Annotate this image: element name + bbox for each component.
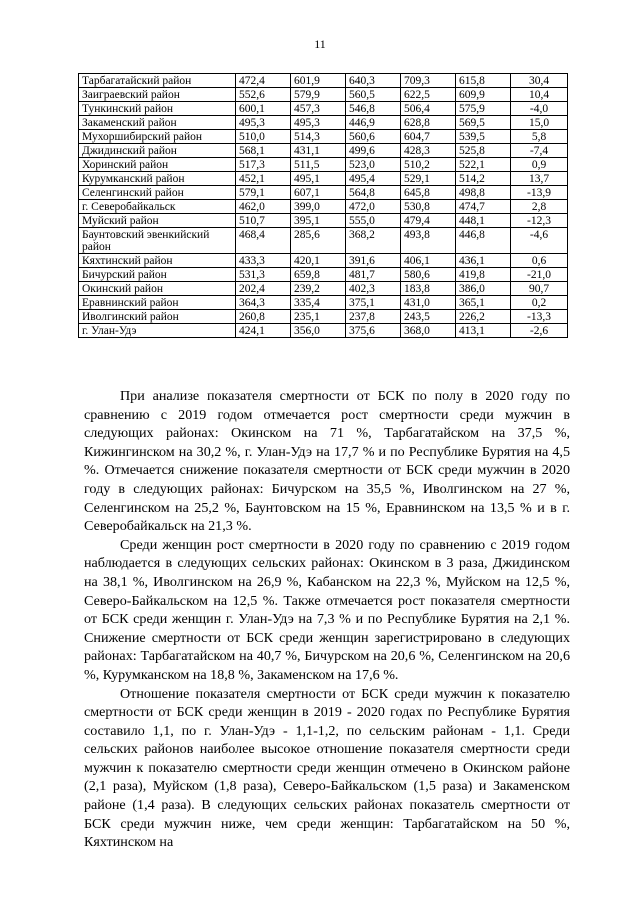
region-cell: г. Северобайкальск: [79, 200, 236, 214]
change-cell: 30,4: [511, 74, 568, 88]
rate-cell: 479,4: [401, 214, 456, 228]
rate-cell: 510,7: [236, 214, 291, 228]
rate-cell: 395,1: [291, 214, 346, 228]
rate-cell: 375,1: [346, 296, 401, 310]
change-cell: 90,7: [511, 282, 568, 296]
region-cell: Кяхтинский район: [79, 254, 236, 268]
rate-cell: 579,1: [236, 186, 291, 200]
rate-cell: 640,3: [346, 74, 401, 88]
region-cell: Селенгинский район: [79, 186, 236, 200]
rate-cell: 431,0: [401, 296, 456, 310]
change-cell: 15,0: [511, 116, 568, 130]
rate-cell: 659,8: [291, 268, 346, 282]
change-cell: 2,8: [511, 200, 568, 214]
paragraph-women-2020: Среди женщин рост смертности в 2020 году по сравнению с 2019 годом наблюдается в следующих сельских районах: Окинском в 3 раза, Джидинском на 38,1 %, Иволгинском на 26,9 %, Кабанском на 22,3 %, Муйском на 12,5 %, Северо-Байкальском на 12,5 %. Также отмечается рост показателя смертности от БСК среди женщин г. Улан-Удэ на 7,3 % и по Республике Бурятия на 2,1 %. Снижение смертности от БСК среди женщин зарегистрировано в следующих районах: Тарбагатайском на 40,7 %, Бичурском на 20,6 %, Селенгинском на 20,6 %, Курумканском на 18,8 %, Закаменском на 17,6 %.: [84, 536, 570, 683]
rate-cell: 569,5: [456, 116, 511, 130]
table-row: [79, 88, 568, 102]
rate-cell: 285,6: [291, 228, 346, 254]
rate-cell: 495,3: [236, 116, 291, 130]
table-row: [79, 310, 568, 324]
table-row: [79, 102, 568, 116]
rate-cell: 428,3: [401, 144, 456, 158]
change-cell: 0,2: [511, 296, 568, 310]
mortality-table: [78, 73, 568, 338]
rate-cell: 514,2: [456, 172, 511, 186]
rate-cell: 448,1: [456, 214, 511, 228]
rate-cell: 579,9: [291, 88, 346, 102]
rate-cell: 628,8: [401, 116, 456, 130]
rate-cell: 539,5: [456, 130, 511, 144]
rate-cell: 506,4: [401, 102, 456, 116]
table-row: [79, 324, 568, 338]
region-cell: г. Улан-Удэ: [79, 324, 236, 338]
rate-cell: 260,8: [236, 310, 291, 324]
rate-cell: 335,4: [291, 296, 346, 310]
rate-cell: 600,1: [236, 102, 291, 116]
rate-cell: 609,9: [456, 88, 511, 102]
table-row: [79, 144, 568, 158]
rate-cell: 446,8: [456, 228, 511, 254]
table-row: [79, 296, 568, 310]
region-cell: Заиграевский район: [79, 88, 236, 102]
rate-cell: 546,8: [346, 102, 401, 116]
rate-cell: 495,1: [291, 172, 346, 186]
rate-cell: 575,9: [456, 102, 511, 116]
rate-cell: 560,5: [346, 88, 401, 102]
region-cell: Бичурский район: [79, 268, 236, 282]
mortality-table-body: [79, 74, 568, 338]
rate-cell: 601,9: [291, 74, 346, 88]
rate-cell: 495,3: [291, 116, 346, 130]
paragraph-men-2020: При анализе показателя смертности от БСК по полу в 2020 году по сравнению с 2019 годом отмечается рост смертности среди мужчин в следующих районах: Окинском на 71 %, Тарбагатайском на 37,5 %, Кижингинском на 30,2 %, г. Улан-Удэ на 17,7 % и по Республике Бурятия на 4,5 %. Отмечается снижение показателя смертности от БСК среди мужчин в 2020 году в следующих районах: Бичурском на 35,5 %, Иволгинском на 27 %, Селенгинском на 25,2 %, Баунтовском на 15 %, Еравнинском на 13,5 % и в г. Северобайкальск на 21,3 %.: [84, 388, 570, 535]
region-cell: Курумканский район: [79, 172, 236, 186]
rate-cell: 607,1: [291, 186, 346, 200]
rate-cell: 552,6: [236, 88, 291, 102]
region-cell: Окинский район: [79, 282, 236, 296]
rate-cell: 183,8: [401, 282, 456, 296]
rate-cell: 493,8: [401, 228, 456, 254]
rate-cell: 413,1: [456, 324, 511, 338]
rate-cell: 560,6: [346, 130, 401, 144]
rate-cell: 510,2: [401, 158, 456, 172]
rate-cell: 530,8: [401, 200, 456, 214]
rate-cell: 474,7: [456, 200, 511, 214]
rate-cell: 235,1: [291, 310, 346, 324]
table-row: [79, 116, 568, 130]
change-cell: -7,4: [511, 144, 568, 158]
table-row: [79, 186, 568, 200]
rate-cell: 580,6: [401, 268, 456, 282]
rate-cell: 468,4: [236, 228, 291, 254]
rate-cell: 243,5: [401, 310, 456, 324]
table-row: [79, 282, 568, 296]
change-cell: -21,0: [511, 268, 568, 282]
table-row: [79, 158, 568, 172]
rate-cell: 645,8: [401, 186, 456, 200]
change-cell: 10,4: [511, 88, 568, 102]
rate-cell: 365,1: [456, 296, 511, 310]
change-cell: -13,3: [511, 310, 568, 324]
region-cell: Муйский район: [79, 214, 236, 228]
rate-cell: 511,5: [291, 158, 346, 172]
region-cell: Закаменский район: [79, 116, 236, 130]
rate-cell: 498,8: [456, 186, 511, 200]
rate-cell: 531,3: [236, 268, 291, 282]
table-row: [79, 254, 568, 268]
region-cell: Джидинский район: [79, 144, 236, 158]
paragraph-ratio: Отношение показателя смертности от БСК среди мужчин к показателю смертности от БСК среди женщин в 2019 - 2020 годах по Республике Бурятия составило 1,1, по г. Улан-Удэ - 1,1-1,2, по сельским районам - 1,1. Среди сельских районов наиболее высокое отношение показателя смертности среди мужчин к показателю смертности среди женщин отмечено в Окинском районе (2,1 раза), Муйском (1,8 раза), Северо-Байкальском (1,5 раза) и Закаменском районе (1,4 раза). В следующих сельских районах показатель смертности от БСК среди мужчин ниже, чем среди женщин: Тарбагатайском на 50 %, Кяхтинском на: [84, 685, 570, 851]
rate-cell: 495,4: [346, 172, 401, 186]
table-row: [79, 74, 568, 88]
region-cell: Баунтовский эвенкийский район: [79, 228, 236, 254]
rate-cell: 436,1: [456, 254, 511, 268]
rate-cell: 386,0: [456, 282, 511, 296]
region-cell: Мухоршибирский район: [79, 130, 236, 144]
body-text: [84, 387, 570, 852]
rate-cell: 239,2: [291, 282, 346, 296]
rate-cell: 226,2: [456, 310, 511, 324]
rate-cell: 457,3: [291, 102, 346, 116]
rate-cell: 514,3: [291, 130, 346, 144]
table-row: [79, 172, 568, 186]
table-row: [79, 268, 568, 282]
region-cell: Тарбагатайский район: [79, 74, 236, 88]
rate-cell: 237,8: [346, 310, 401, 324]
rate-cell: 525,8: [456, 144, 511, 158]
rate-cell: 499,6: [346, 144, 401, 158]
rate-cell: 420,1: [291, 254, 346, 268]
change-cell: -2,6: [511, 324, 568, 338]
rate-cell: 402,3: [346, 282, 401, 296]
rate-cell: 391,6: [346, 254, 401, 268]
change-cell: -4,6: [511, 228, 568, 254]
rate-cell: 529,1: [401, 172, 456, 186]
rate-cell: 564,8: [346, 186, 401, 200]
rate-cell: 406,1: [401, 254, 456, 268]
rate-cell: 364,3: [236, 296, 291, 310]
region-cell: Еравнинский район: [79, 296, 236, 310]
rate-cell: 462,0: [236, 200, 291, 214]
region-cell: Хоринский район: [79, 158, 236, 172]
rate-cell: 481,7: [346, 268, 401, 282]
rate-cell: 375,6: [346, 324, 401, 338]
rate-cell: 615,8: [456, 74, 511, 88]
change-cell: 5,8: [511, 130, 568, 144]
rate-cell: 472,4: [236, 74, 291, 88]
rate-cell: 368,0: [401, 324, 456, 338]
change-cell: -12,3: [511, 214, 568, 228]
change-cell: -13,9: [511, 186, 568, 200]
table-row: [79, 130, 568, 144]
change-cell: 0,9: [511, 158, 568, 172]
page-number: 11: [314, 37, 326, 51]
rate-cell: 510,0: [236, 130, 291, 144]
rate-cell: 622,5: [401, 88, 456, 102]
rate-cell: 709,3: [401, 74, 456, 88]
table-row: [79, 200, 568, 214]
rate-cell: 433,3: [236, 254, 291, 268]
rate-cell: 452,1: [236, 172, 291, 186]
change-cell: -4,0: [511, 102, 568, 116]
table-row: [79, 214, 568, 228]
rate-cell: 446,9: [346, 116, 401, 130]
table-row: [79, 228, 568, 254]
rate-cell: 419,8: [456, 268, 511, 282]
rate-cell: 368,2: [346, 228, 401, 254]
change-cell: 0,6: [511, 254, 568, 268]
change-cell: 13,7: [511, 172, 568, 186]
rate-cell: 568,1: [236, 144, 291, 158]
rate-cell: 472,0: [346, 200, 401, 214]
rate-cell: 399,0: [291, 200, 346, 214]
rate-cell: 604,7: [401, 130, 456, 144]
rate-cell: 356,0: [291, 324, 346, 338]
rate-cell: 523,0: [346, 158, 401, 172]
rate-cell: 555,0: [346, 214, 401, 228]
rate-cell: 431,1: [291, 144, 346, 158]
rate-cell: 202,4: [236, 282, 291, 296]
region-cell: Тункинский район: [79, 102, 236, 116]
rate-cell: 517,3: [236, 158, 291, 172]
region-cell: Иволгинский район: [79, 310, 236, 324]
rate-cell: 424,1: [236, 324, 291, 338]
rate-cell: 522,1: [456, 158, 511, 172]
